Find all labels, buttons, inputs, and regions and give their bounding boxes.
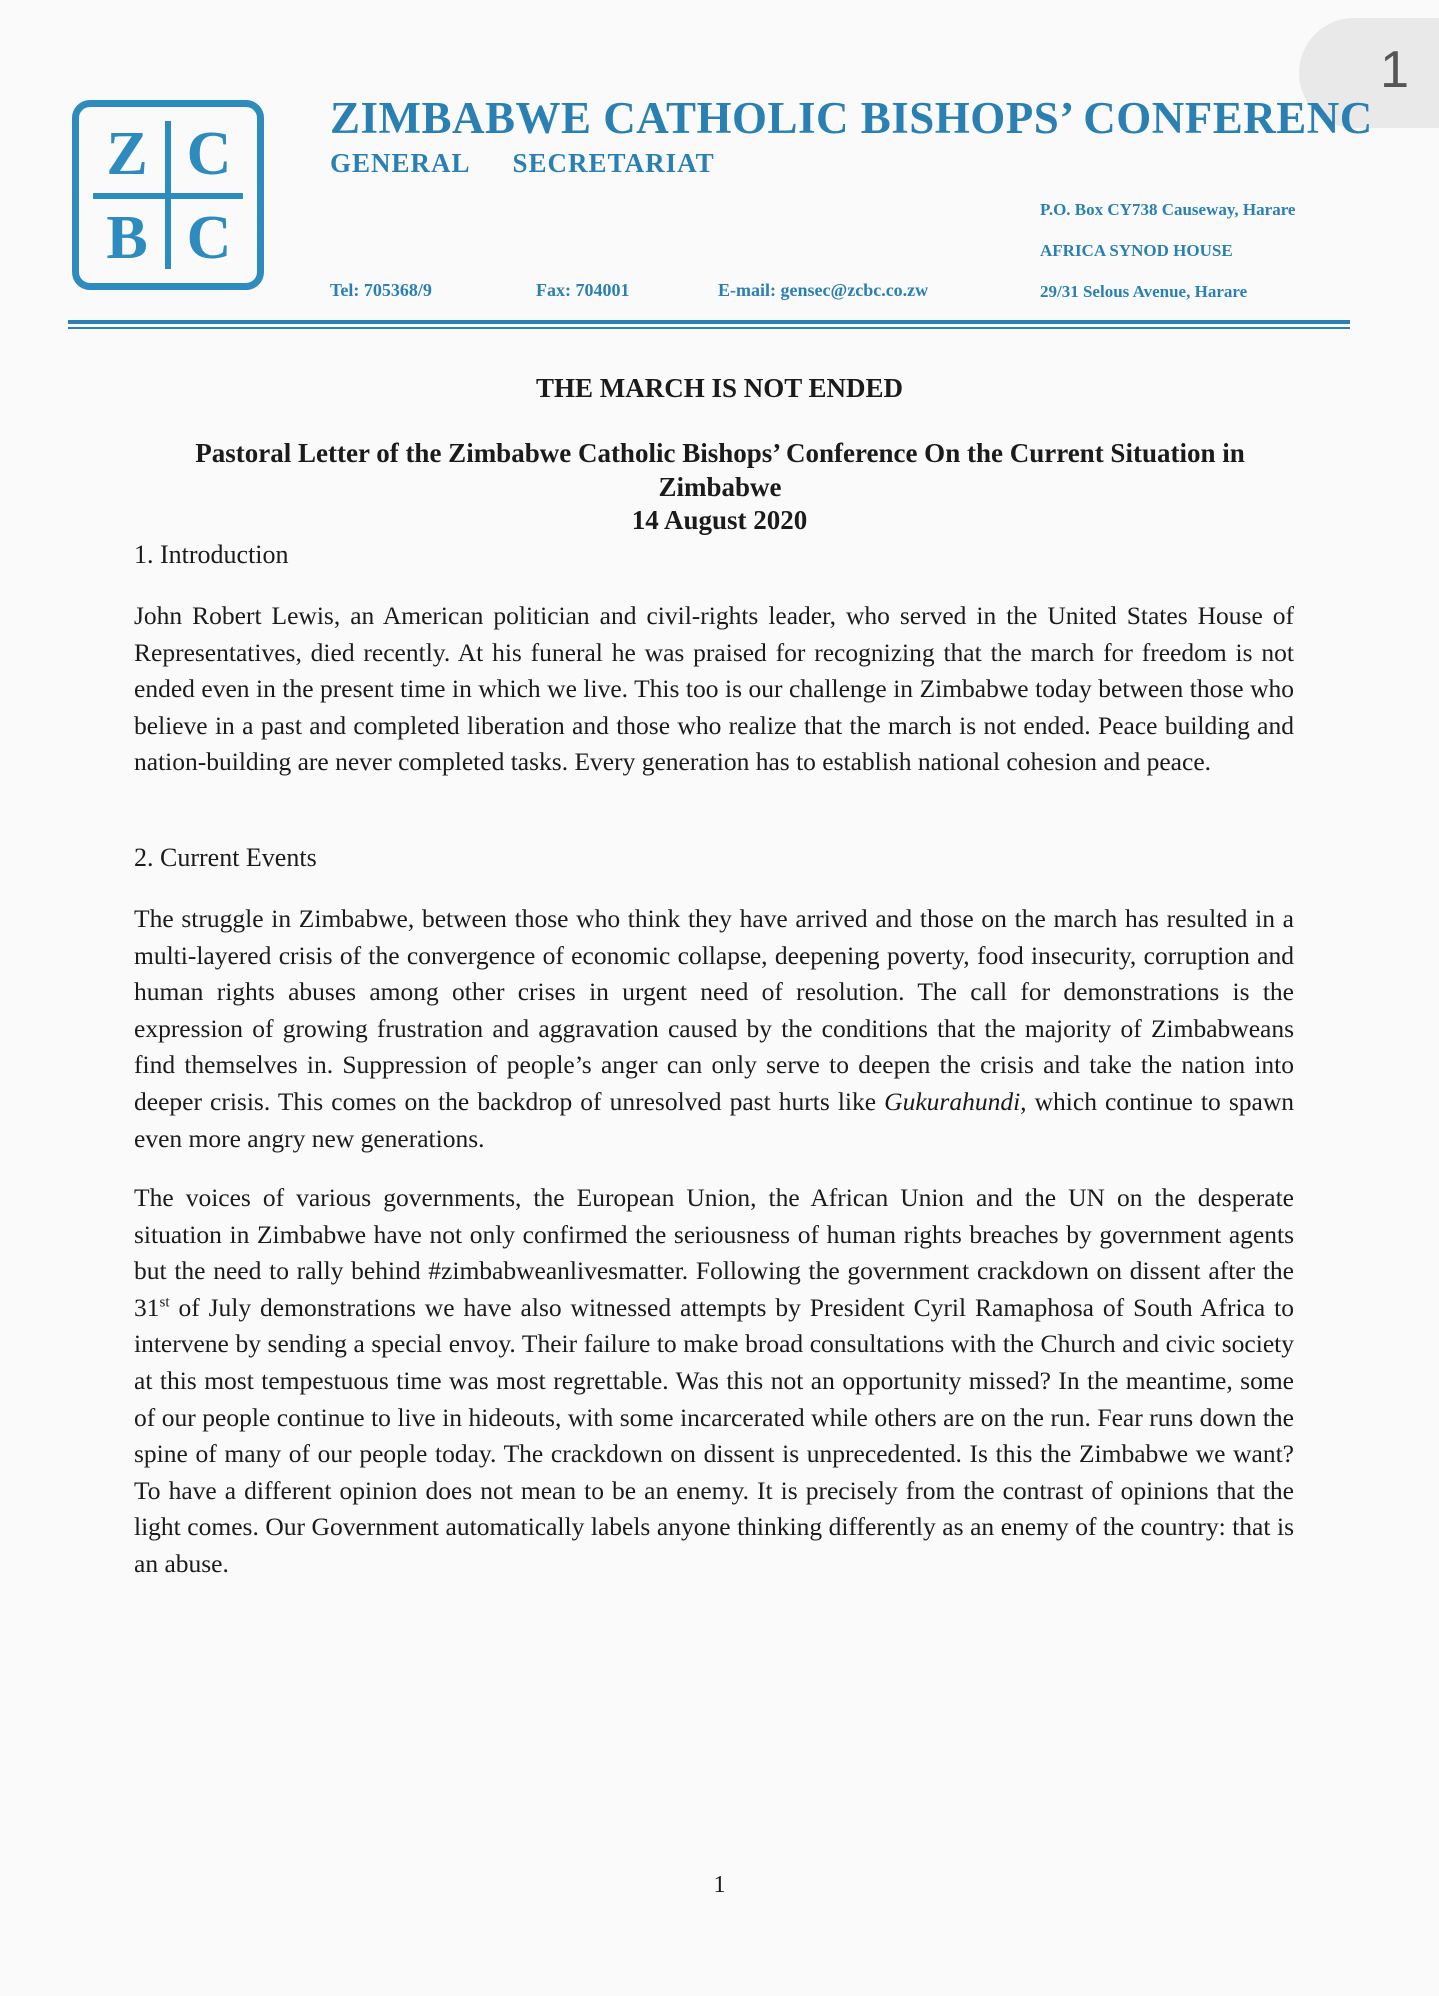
organization-subtitle <box>330 148 715 179</box>
subtitle-general: GENERAL <box>330 148 471 178</box>
document-date: 14 August 2020 <box>631 505 808 535</box>
paragraph-current-events-2 <box>134 1180 1294 1583</box>
organization-name: ZIMBABWE CATHOLIC BISHOPS’ CONFERENC <box>330 93 1373 143</box>
subtitle-secretariat: SECRETARIAT <box>512 148 715 178</box>
document-subtitle: Pastoral Letter of the Zimbabwe Catholic Bishops’ Conference On the Current Situation in Zimbabwe <box>195 438 1245 502</box>
contact-fax: Fax: 704001 <box>536 280 630 300</box>
address-street: 29/31 Selous Avenue, Harare <box>1040 282 1248 301</box>
page-number: 1 <box>713 1872 726 1898</box>
paragraph-text: The struggle in Zimbabwe, between those who think they have arrived and those on the march has resulted in a multi-layered crisis of the convergence of economic collapse, deepening poverty, food insecurity, corruption and human rights abuses among other crises in urgent need of resolution. The call for demonstrations is the expression of growing frustration and aggravation caused by the conditions that the majority of Zimbabweans find themselves in. Suppression of people’s anger can only serve to deepen the crisis and take the nation into deeper crisis. This comes on the backdrop of unresolved past hurts like <box>134 904 1294 1116</box>
logo-letter-c-bottom: C <box>186 204 232 272</box>
logo-letter-z: Z <box>106 120 148 188</box>
document-title: THE MARCH IS NOT ENDED <box>535 373 904 403</box>
paragraph-text: which continue to spawn even more angry new generations. <box>134 1086 1295 1153</box>
letterhead-divider-thick <box>68 320 1350 324</box>
italic-term-gukurahundi: Gukurahundi, <box>884 1086 1027 1116</box>
ordinal-suffix: st <box>159 1294 170 1311</box>
paragraph-current-events-1 <box>134 901 1294 1157</box>
paragraph-text: of July demonstrations we have also witnessed attempts by President Cyril Ramaphosa of South Africa to intervene by sending a special envoy. Their failure to make broad consultations with the Church and civic society at this most tempestuous time was most regrettable. Was this not an opportunity missed? In the meantime, some of our people continue to live in hideouts, with some incarcerated while others are on the run. Fear runs down the spine of many of our people today. The crackdown on dissent is unprecedented. Is this the Zimbabwe we want? To have a different opinion does not mean to be an enemy. It is precisely from the contrast of opinions that the light comes. Our Government automatically labels anyone thinking differently as an enemy of the country: that is an abuse. <box>134 1292 1294 1578</box>
contact-telephone: Tel: 705368/9 <box>330 280 432 300</box>
paragraph-text: The voices of various governments, the European Union, the African Union and the UN on the desperate situation in Zimbabwe have not only confirmed the seriousness of human rights breaches by government agents but the need to rally behind #zimbabweanlivesmatter. Following the government crackdown on dissent after the 31 <box>134 1183 1294 1322</box>
letterhead-divider-thin <box>68 327 1350 329</box>
address-synod-house: AFRICA SYNOD HOUSE <box>1040 241 1233 260</box>
page-indicator-number: 1 <box>1380 41 1409 99</box>
section-heading-current-events: 2. Current Events <box>134 843 317 872</box>
logo-letter-b: B <box>106 204 148 272</box>
zcbc-logo <box>72 100 264 290</box>
logo-letter-c-top: C <box>186 120 232 188</box>
contact-email: E-mail: gensec@zcbc.co.zw <box>718 280 929 300</box>
section-heading-introduction: 1. Introduction <box>134 540 289 569</box>
paragraph-introduction: John Robert Lewis, an American politician and civil-rights leader, who served in the United States House of Representatives, died recently. At his funeral he was praised for recognizing that the march for freedom is not ended even in the present time in which we live. This too is our challenge in Zimbabwe today between those who believe in a past and completed liberation and those who realize that the march is not ended. Peace building and nation-building are never completed tasks. Every generation has to establish national cohesion and peace. <box>134 601 1294 777</box>
address-po-box: P.O. Box CY738 Causeway, Harare <box>1040 200 1296 219</box>
logo-cross-horizontal <box>93 193 243 199</box>
